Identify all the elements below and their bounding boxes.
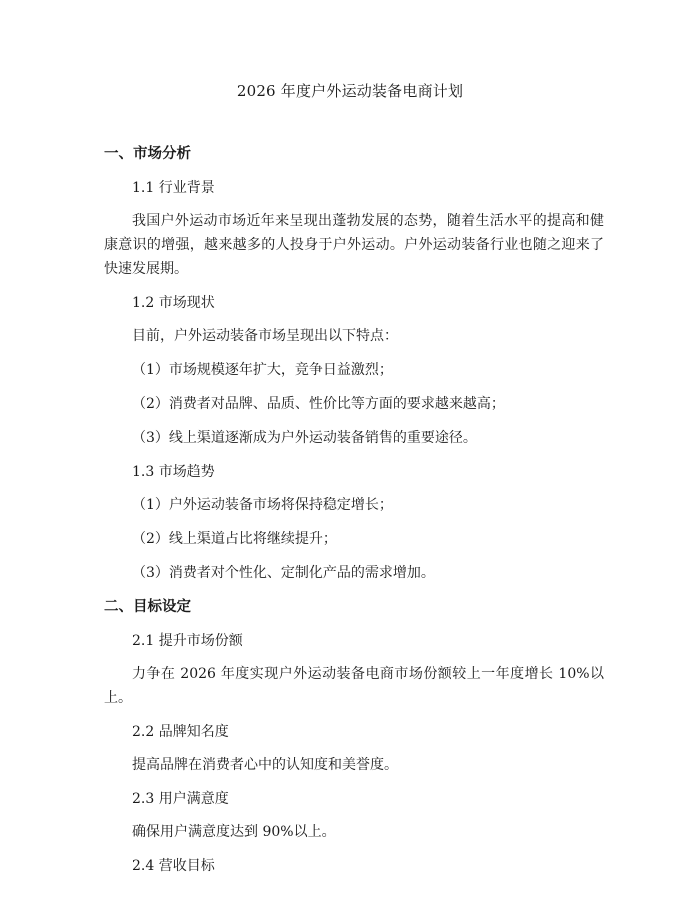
list-item: （2）线上渠道占比将继续提升； [132,531,337,547]
paragraph-industry-background: 我国户外运动市场近年来呈现出蓬勃发展的态势，随着生活水平的提高和健康意识的增强，越来越多的人投身于户外运动。户外运动装备行业也随之迎来了快速发展期。 [104,213,604,277]
subheading-industry-background: 1.1 行业背景 [132,180,215,196]
list-item: （2）消费者对品牌、品质、性价比等方面的要求越来越高； [132,396,505,412]
document-body [104,142,604,887]
paragraph-market-status-intro: 目前，户外运动装备市场呈现出以下特点： [132,328,398,344]
subheading-brand-awareness: 2.2 品牌知名度 [132,724,229,740]
paragraph-user-satisfaction: 确保用户满意度达到 90%以上。 [132,824,336,840]
subheading-market-status: 1.2 市场现状 [132,295,215,311]
list-item: （3）线上渠道逐渐成为户外运动装备销售的重要途径。 [132,430,477,446]
document-title: 2026 年度户外运动装备电商计划 [236,82,464,100]
section-heading-goal-setting: 二、目标设定 [104,599,191,615]
paragraph-brand-awareness: 提高品牌在消费者心中的认知度和美誉度。 [132,757,398,773]
subheading-revenue-target: 2.4 营收目标 [132,858,215,874]
section-heading-market-analysis: 一、市场分析 [104,146,191,162]
paragraph-market-share: 力争在 2026 年度实现户外运动装备电商市场份额较上一年度增长 10%以上。 [104,666,604,706]
list-item: （3）消费者对个性化、定制化产品的需求增加。 [132,565,435,581]
subheading-user-satisfaction: 2.3 用户满意度 [132,791,229,807]
list-item: （1）户外运动装备市场将保持稳定增长； [132,497,393,513]
subheading-market-share: 2.1 提升市场份额 [132,633,243,649]
list-item: （1）市场规模逐年扩大，竞争日益激烈； [132,362,393,378]
subheading-market-trend: 1.3 市场趋势 [132,464,215,480]
